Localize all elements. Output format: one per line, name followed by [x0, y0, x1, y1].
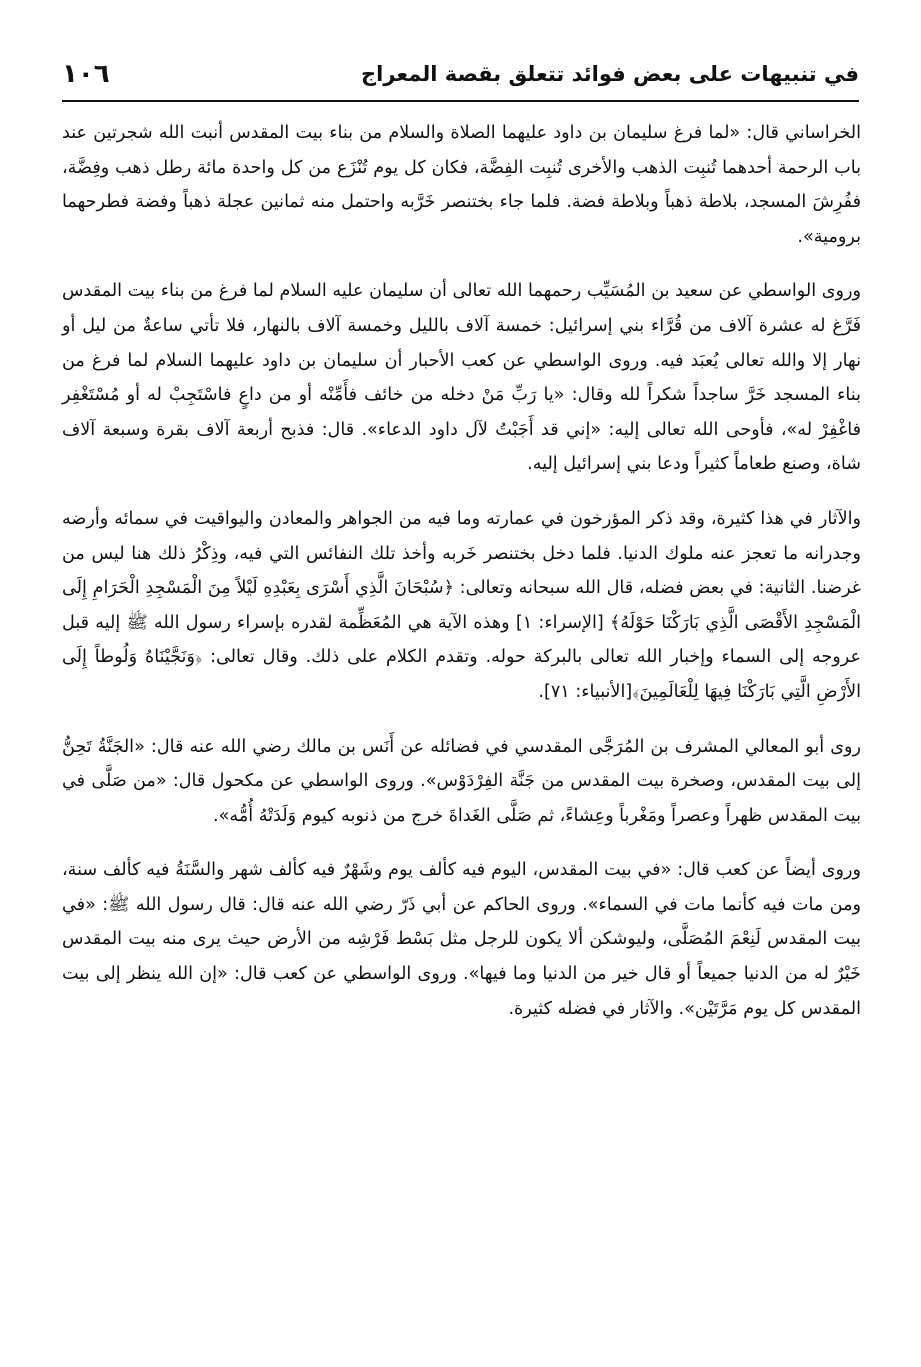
paragraph: الخراساني قال: «لما فرغ سليمان بن داود عليهما الصلاة والسلام من بناء بيت المقدس أنبت الله شجرتين عند باب الرحمة أحدهما تُنبِت الذهب والأخرى تُنبِت الفِضَّة، فكان كل يوم تُنْزَع من كل واحدة مائة رطل ذهب وفِضَّة، ففُرِشَ المسجد، بلاطة ذهباً وبلاطة فضة. فلما جاء بختنصر خَرَّبه واحتمل منه ثمانين عجلة ذهباً وفضة فطرحهما برومية». — [62, 123, 861, 247]
paragraph: روى أبو المعالي المشرف بن المُرَجَّى المقدسي في فضائله عن أَنَس بن مالك رضي الله عنه قال: «الجَنَّةُ تَحِنُّ إلى بيت المقدس، وصخرة بيت المقدس من جَنَّة الفِرْدَوْس». وروى الواسطي عن مكحول قال: «من صَلَّى في بيت المقدس ظهراً وعصراً ومَغْرباً وعِشاءً، ثم صَلَّى الغَداةَ خرج من ذنوبه كيوم وَلَدَتْهُ أُمُّه». — [62, 736, 861, 826]
paragraph: والآثار في هذا كثيرة، وقد ذكر المؤرخون في عمارته وما فيه من الجواهر والمعادن واليواقيت في سمائه وأرضه وجدرانه ما تعجز عنه ملوك الدنيا. فلما دخل بختنصر خَربه وأخذ تلك النفائس التي فيه، وذِكْرُ ذلك هنا ليس من غرضنا. الثانية: في بعض فضله، قال الله سبحانه وتعالى: ﴿سُبْحَانَ الَّذِي أَسْرَى بِعَبْدِهِ لَيْلاً مِنَ الْمَسْجِدِ الْحَرَامِ إِلَى الْمَسْجِدِ الأَقْصَى الَّذِي بَارَكْنَا حَوْلَهُ﴾ [الإسراء: ١] وهذه الآية هي المُعَظِّمة لقدره بإسراء رسول الله ﷺ إليه قبل عروجه إلى السماء وإخبار الله تعالى بالبركة حوله. وتقدم الكلام على ذلك. وقال تعالى: ﴿وَنَجَّيْنَاهُ وَلُوطاً إِلَى الأَرْضِ الَّتِي بَارَكْنَا فِيهَا لِلْعَالَمِينَ﴾[الأنبياء: ٧١]. — [62, 508, 861, 702]
paragraph: وروى أيضاً عن كعب قال: «في بيت المقدس، اليوم فيه كألف يوم وشَهْرٌ فيه كألف شهر والسَّنَةُ فيه كألف سنة، ومن مات فيه كأنما مات في السماء». وروى الحاكم عن أبي ذَرّ رضي الله عنه قال: قال رسول الله ﷺ: «في بيت المقدس لَنِعْمَ المُصَلَّى، وليوشكن ألا يكون للرجل مثل بَسْط فَرْشِه من الأرض حيث يرى منه بيت المقدس خَيْرٌ له من الدنيا جميعاً أو قال خير من الدنيا وما فيها». وروى الواسطي عن كعب قال: «إن الله ينظر إلى بيت المقدس كل يوم مَرَّتَيْن». والآثار في فضله كثيرة. — [62, 860, 861, 1019]
page-number: ١٠٦ — [62, 59, 110, 89]
page-header — [62, 52, 859, 96]
running-title: في تنبيهات على بعض فوائد تتعلق بقصة المعراج — [361, 62, 859, 86]
header-divider — [62, 100, 859, 102]
paragraph: وروى الواسطي عن سعيد بن المُسَيِّب رحمهما الله تعالى أن سليمان عليه السلام لما فرغ من بناء بيت المقدس فَرَّغ له عشرة آلاف من قُرَّاء بني إسرائيل: خمسة آلاف بالليل وخمسة آلاف بالنهار، فلا تأتي ساعةٌ من ليل أو نهار إلا والله تعالى يُعبَد فيه. وروى الواسطي عن كعب الأحبار أن سليمان بن داود عليهما السلام لما فرغ من بناء المسجد خَرَّ ساجداً شكراً لله وقال: «يا رَبِّ مَنْ دخله من خائف فأَمِّنْه أو من داعٍ فاسْتَجِبْ له أو مُسْتَغْفِر فاغْفِرْ له»، فأوحى الله تعالى إليه: «إني قد أَجَبْتُ لآل داود الدعاء». قال: فذبح أربعة آلاف بقرة وسبعة آلاف شاة، وصنع طعاماً كثيراً ودعا بني إسرائيل إليه. — [62, 281, 861, 475]
body-text — [62, 116, 861, 1046]
